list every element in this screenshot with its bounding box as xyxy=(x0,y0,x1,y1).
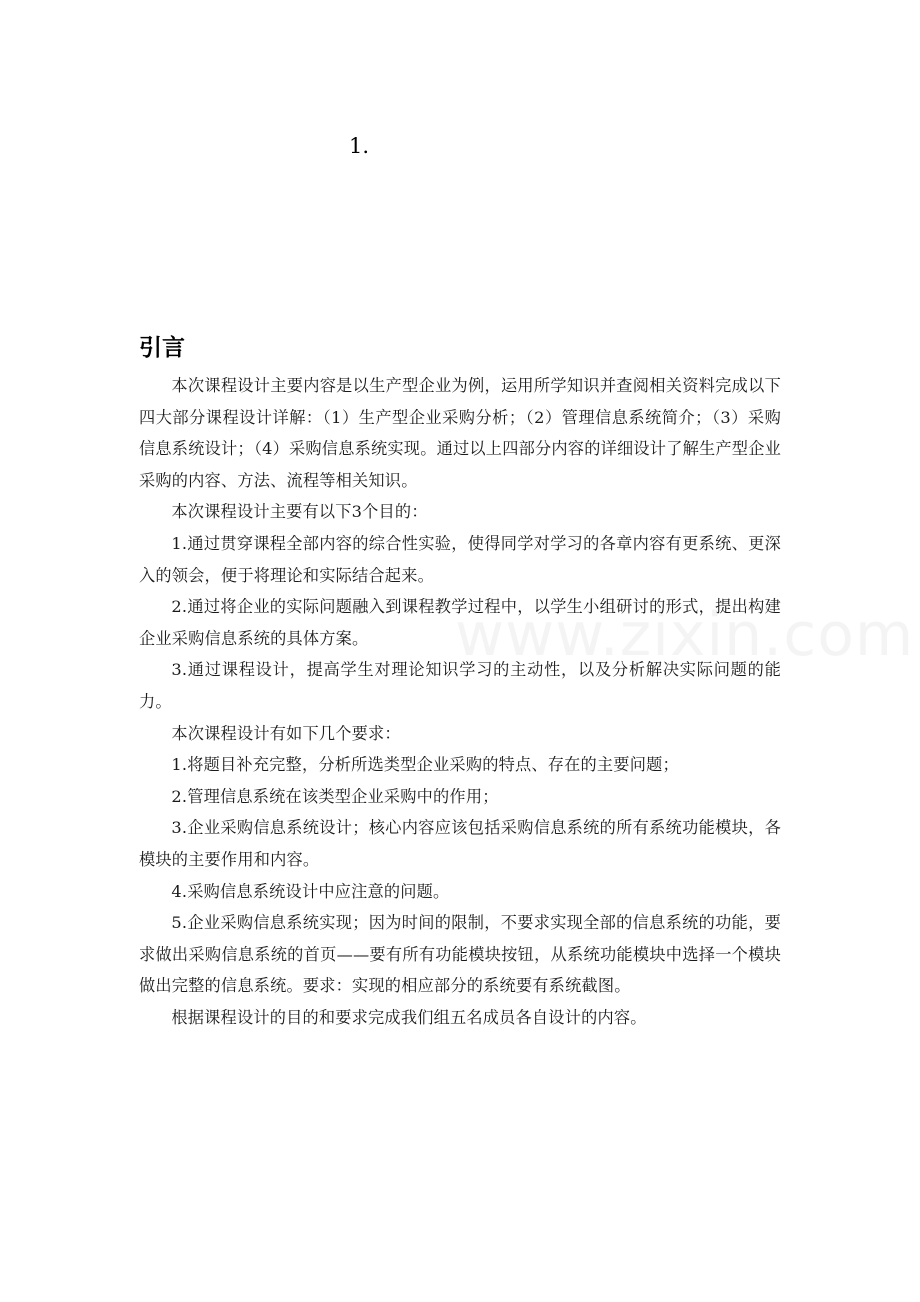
purpose-intro-paragraph: 本次课程设计主要有以下3个目的： xyxy=(171,502,428,522)
requirement-item-2: 2.管理信息系统在该类型企业采购中的作用； xyxy=(171,786,499,806)
requirement-item-5: 5.企业采购信息系统实现；因为时间的限制，不要求实现全部的信息系统的功能，要求做出采购信息系统的首页——要有所有功能模块按钮，从系统功能模块中选择一个模块做出完整的信息系统。要求：实现的相应部分的系统要有系统截图。 xyxy=(139,913,781,996)
section-number: 1. xyxy=(349,134,370,158)
purpose-item-3: 3.通过课程设计，提高学生对理论知识学习的主动性，以及分析解决实际问题的能力。 xyxy=(139,660,781,711)
purpose-item-2: 2.通过将企业的实际问题融入到课程教学过程中，以学生小组研讨的形式，提出构建企业采购信息系统的具体方案。 xyxy=(139,597,781,648)
body-text xyxy=(139,370,781,1033)
closing-paragraph: 根据课程设计的目的和要求完成我们组五名成员各自设计的内容。 xyxy=(171,1007,647,1027)
section-heading: 引言 xyxy=(139,335,185,361)
requirements-intro-paragraph: 本次课程设计有如下几个要求： xyxy=(171,723,401,743)
requirement-item-4: 4.采购信息系统设计中应注意的问题。 xyxy=(171,881,450,901)
requirement-item-3: 3.企业采购信息系统设计；核心内容应该包括采购信息系统的所有系统功能模块，各模块的主要作用和内容。 xyxy=(139,818,781,869)
purpose-item-1: 1.通过贯穿课程全部内容的综合性实验，使得同学对学习的各章内容有更系统、更深入的领会，便于将理论和实际结合起来。 xyxy=(139,533,781,585)
intro-paragraph: 本次课程设计主要内容是以生产型企业为例，运用所学知识并查阅相关资料完成以下四大部分课程设计详解：（1）生产型企业采购分析；（2）管理信息系统简介；（3）采购信息系统设计；（4）采购信息系统实现。通过以上四部分内容的详细设计了解生产型企业采购的内容、方法、流程等相关知识。 xyxy=(139,376,781,490)
requirement-item-1: 1.将题目补充完整，分析所选类型企业采购的特点、存在的主要问题； xyxy=(171,755,679,775)
